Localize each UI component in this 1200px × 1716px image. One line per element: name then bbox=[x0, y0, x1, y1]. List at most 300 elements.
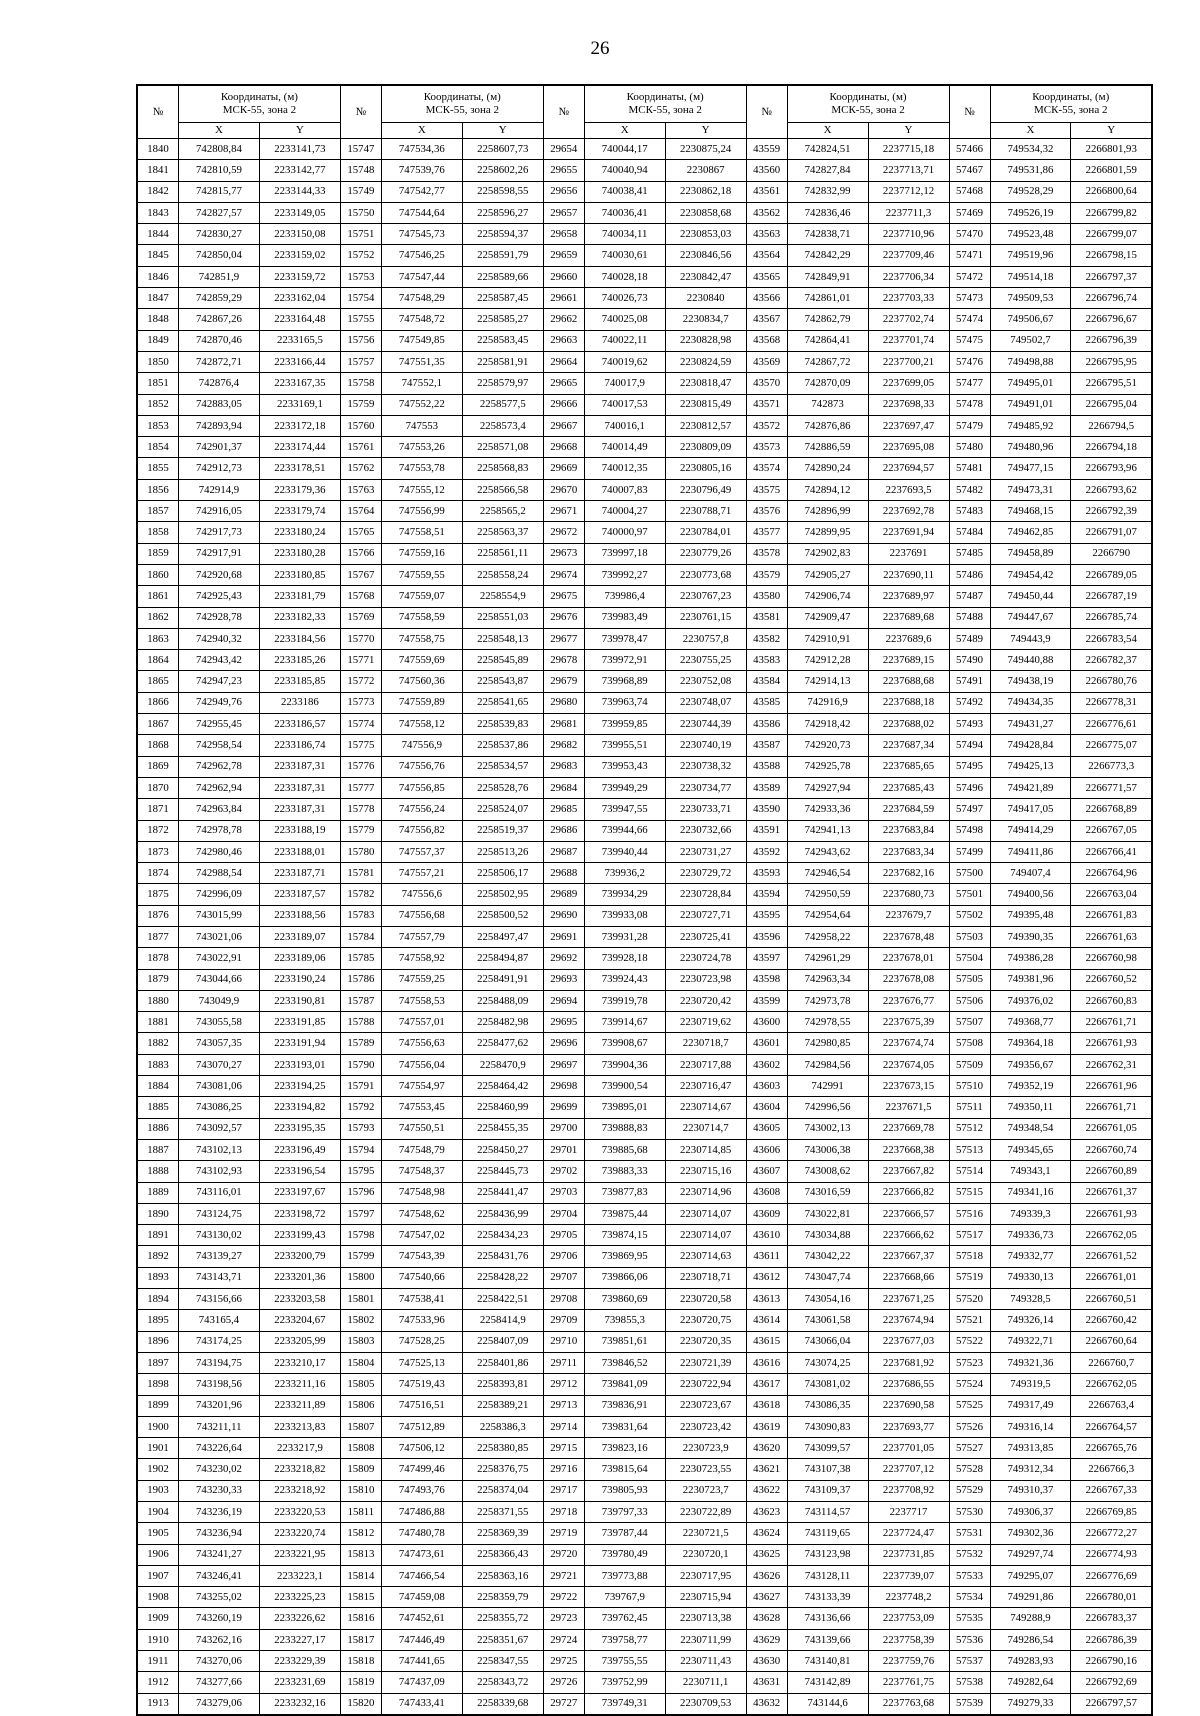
x-coordinate: 743174,25 bbox=[179, 1331, 260, 1352]
point-number: 57496 bbox=[949, 777, 990, 798]
point-number: 15798 bbox=[340, 1225, 381, 1246]
y-coordinate: 2258539,83 bbox=[462, 714, 543, 735]
point-number: 29692 bbox=[543, 948, 584, 969]
x-coordinate: 749322,71 bbox=[990, 1331, 1071, 1352]
point-number: 1886 bbox=[137, 1118, 179, 1139]
y-coordinate: 2230713,38 bbox=[665, 1608, 746, 1629]
table-row bbox=[137, 671, 1152, 692]
table-row bbox=[137, 926, 1152, 947]
x-coordinate: 742996,09 bbox=[179, 884, 260, 905]
point-number: 1855 bbox=[137, 458, 179, 479]
x-coordinate: 743086,35 bbox=[787, 1395, 868, 1416]
table-row bbox=[137, 820, 1152, 841]
y-coordinate: 2237689,68 bbox=[868, 607, 949, 628]
x-coordinate: 747558,75 bbox=[381, 628, 462, 649]
point-number: 57510 bbox=[949, 1076, 990, 1097]
x-coordinate: 747557,21 bbox=[381, 863, 462, 884]
y-coordinate: 2258579,97 bbox=[462, 373, 543, 394]
y-coordinate: 2237758,39 bbox=[868, 1629, 949, 1650]
x-coordinate: 749330,13 bbox=[990, 1267, 1071, 1288]
y-coordinate: 2237675,39 bbox=[868, 1012, 949, 1033]
y-coordinate: 2230840 bbox=[665, 288, 746, 309]
table-row bbox=[137, 501, 1152, 522]
x-coordinate: 740007,83 bbox=[584, 479, 665, 500]
table-row bbox=[137, 394, 1152, 415]
x-coordinate: 742914,9 bbox=[179, 479, 260, 500]
x-coordinate: 742872,71 bbox=[179, 351, 260, 372]
point-number: 1870 bbox=[137, 777, 179, 798]
x-coordinate: 742973,78 bbox=[787, 990, 868, 1011]
x-coordinate: 747557,79 bbox=[381, 926, 462, 947]
x-coordinate: 749286,54 bbox=[990, 1629, 1071, 1650]
point-number: 1883 bbox=[137, 1054, 179, 1075]
point-number: 43575 bbox=[746, 479, 787, 500]
y-coordinate: 2258524,07 bbox=[462, 799, 543, 820]
y-coordinate: 2233218,92 bbox=[259, 1480, 340, 1501]
y-coordinate: 2233213,83 bbox=[259, 1416, 340, 1437]
y-coordinate: 2230728,84 bbox=[665, 884, 746, 905]
y-coordinate: 2233185,85 bbox=[259, 671, 340, 692]
coordinate-system-label: МСК-55, зона 2 bbox=[628, 104, 702, 116]
x-coordinate: 742978,55 bbox=[787, 1012, 868, 1033]
x-coordinate: 742867,72 bbox=[787, 351, 868, 372]
point-number: 43625 bbox=[746, 1544, 787, 1565]
table-row bbox=[137, 479, 1152, 500]
x-coordinate: 742920,68 bbox=[179, 564, 260, 585]
point-number: 15820 bbox=[340, 1693, 381, 1715]
x-coordinate: 739797,33 bbox=[584, 1502, 665, 1523]
x-column-header: X bbox=[381, 123, 462, 139]
x-coordinate: 749523,48 bbox=[990, 224, 1071, 245]
x-coordinate: 749421,89 bbox=[990, 777, 1071, 798]
table-row bbox=[137, 1118, 1152, 1139]
x-coordinate: 743270,06 bbox=[179, 1651, 260, 1672]
x-coordinate: 742928,78 bbox=[179, 607, 260, 628]
x-coordinate: 739972,91 bbox=[584, 650, 665, 671]
y-coordinate: 2237667,82 bbox=[868, 1161, 949, 1182]
table-row bbox=[137, 586, 1152, 607]
y-coordinate: 2237703,33 bbox=[868, 288, 949, 309]
table-row bbox=[137, 1203, 1152, 1224]
table-row bbox=[137, 714, 1152, 735]
x-coordinate: 747548,79 bbox=[381, 1139, 462, 1160]
x-coordinate: 742916,9 bbox=[787, 692, 868, 713]
y-coordinate: 2266795,04 bbox=[1071, 394, 1152, 415]
point-number: 57511 bbox=[949, 1097, 990, 1118]
x-coordinate: 747558,12 bbox=[381, 714, 462, 735]
point-number: 29710 bbox=[543, 1331, 584, 1352]
y-coordinate: 2233231,69 bbox=[259, 1672, 340, 1693]
point-number: 29697 bbox=[543, 1054, 584, 1075]
x-coordinate: 749528,29 bbox=[990, 181, 1071, 202]
y-coordinate: 2237681,92 bbox=[868, 1352, 949, 1373]
y-coordinate: 2233162,04 bbox=[259, 288, 340, 309]
point-number: 15770 bbox=[340, 628, 381, 649]
point-number: 1844 bbox=[137, 224, 179, 245]
point-number: 29708 bbox=[543, 1289, 584, 1310]
point-number: 1912 bbox=[137, 1672, 179, 1693]
x-coordinate: 747519,43 bbox=[381, 1374, 462, 1395]
y-coordinate: 2230714,07 bbox=[665, 1203, 746, 1224]
x-coordinate: 749313,85 bbox=[990, 1438, 1071, 1459]
point-number: 15805 bbox=[340, 1374, 381, 1395]
point-number: 29715 bbox=[543, 1438, 584, 1459]
y-coordinate: 2230744,39 bbox=[665, 714, 746, 735]
x-coordinate: 739758,77 bbox=[584, 1629, 665, 1650]
x-coordinate: 742925,78 bbox=[787, 756, 868, 777]
x-coordinate: 742925,43 bbox=[179, 586, 260, 607]
point-number: 57500 bbox=[949, 863, 990, 884]
x-coordinate: 740044,17 bbox=[584, 139, 665, 160]
x-coordinate: 749328,5 bbox=[990, 1289, 1071, 1310]
point-number: 15812 bbox=[340, 1523, 381, 1544]
y-coordinate: 2233211,89 bbox=[259, 1395, 340, 1416]
y-coordinate: 2233172,18 bbox=[259, 415, 340, 436]
y-coordinate: 2266766,3 bbox=[1071, 1459, 1152, 1480]
x-coordinate: 743211,11 bbox=[179, 1416, 260, 1437]
y-coordinate: 2258545,89 bbox=[462, 650, 543, 671]
x-coordinate: 742810,59 bbox=[179, 160, 260, 181]
point-number: 15754 bbox=[340, 288, 381, 309]
x-coordinate: 749434,35 bbox=[990, 692, 1071, 713]
point-number: 15786 bbox=[340, 969, 381, 990]
number-column-header: № bbox=[340, 85, 381, 139]
point-number: 57495 bbox=[949, 756, 990, 777]
point-number: 43619 bbox=[746, 1416, 787, 1437]
point-number: 57524 bbox=[949, 1374, 990, 1395]
y-coordinate: 2266761,01 bbox=[1071, 1267, 1152, 1288]
point-number: 43567 bbox=[746, 309, 787, 330]
point-number: 15772 bbox=[340, 671, 381, 692]
y-coordinate: 2233196,54 bbox=[259, 1161, 340, 1182]
y-coordinate: 2233186,57 bbox=[259, 714, 340, 735]
x-coordinate: 749485,92 bbox=[990, 415, 1071, 436]
x-coordinate: 743114,57 bbox=[787, 1502, 868, 1523]
point-number: 43607 bbox=[746, 1161, 787, 1182]
y-coordinate: 2233187,57 bbox=[259, 884, 340, 905]
point-number: 43559 bbox=[746, 139, 787, 160]
x-coordinate: 742991 bbox=[787, 1076, 868, 1097]
point-number: 57517 bbox=[949, 1225, 990, 1246]
point-number: 1859 bbox=[137, 543, 179, 564]
x-coordinate: 747557,01 bbox=[381, 1012, 462, 1033]
x-coordinate: 739762,45 bbox=[584, 1608, 665, 1629]
y-coordinate: 2237711,3 bbox=[868, 202, 949, 223]
x-coordinate: 742949,76 bbox=[179, 692, 260, 713]
y-coordinate: 2230828,98 bbox=[665, 330, 746, 351]
table-row bbox=[137, 756, 1152, 777]
point-number: 15751 bbox=[340, 224, 381, 245]
table-row bbox=[137, 607, 1152, 628]
x-coordinate: 749447,67 bbox=[990, 607, 1071, 628]
point-number: 1885 bbox=[137, 1097, 179, 1118]
y-coordinate: 2266760,42 bbox=[1071, 1310, 1152, 1331]
y-coordinate: 2266783,54 bbox=[1071, 628, 1152, 649]
point-number: 29719 bbox=[543, 1523, 584, 1544]
x-coordinate: 743201,96 bbox=[179, 1395, 260, 1416]
point-number: 43628 bbox=[746, 1608, 787, 1629]
y-coordinate: 2258445,73 bbox=[462, 1161, 543, 1182]
x-coordinate: 743102,93 bbox=[179, 1161, 260, 1182]
point-number: 1909 bbox=[137, 1608, 179, 1629]
x-coordinate: 743090,83 bbox=[787, 1416, 868, 1437]
y-coordinate: 2266778,31 bbox=[1071, 692, 1152, 713]
x-coordinate: 747506,12 bbox=[381, 1438, 462, 1459]
y-coordinate: 2233190,81 bbox=[259, 990, 340, 1011]
y-coordinate: 2233186,74 bbox=[259, 735, 340, 756]
y-coordinate: 2230818,47 bbox=[665, 373, 746, 394]
number-column-header: № bbox=[746, 85, 787, 139]
y-coordinate: 2233149,05 bbox=[259, 202, 340, 223]
point-number: 15792 bbox=[340, 1097, 381, 1118]
coordinates-column-header bbox=[990, 85, 1152, 123]
point-number: 1892 bbox=[137, 1246, 179, 1267]
point-number: 1904 bbox=[137, 1502, 179, 1523]
x-coordinate: 749339,3 bbox=[990, 1203, 1071, 1224]
x-coordinate: 749312,34 bbox=[990, 1459, 1071, 1480]
y-coordinate: 2237678,08 bbox=[868, 969, 949, 990]
point-number: 29673 bbox=[543, 543, 584, 564]
point-number: 57509 bbox=[949, 1054, 990, 1075]
y-coordinate: 2233187,71 bbox=[259, 863, 340, 884]
y-coordinate: 2237691,94 bbox=[868, 522, 949, 543]
table-row bbox=[137, 181, 1152, 202]
y-coordinate: 2258366,43 bbox=[462, 1544, 543, 1565]
y-coordinate: 2230788,71 bbox=[665, 501, 746, 522]
x-coordinate: 743099,57 bbox=[787, 1438, 868, 1459]
x-coordinate: 743102,13 bbox=[179, 1139, 260, 1160]
y-coordinate: 2266761,83 bbox=[1071, 905, 1152, 926]
point-number: 29676 bbox=[543, 607, 584, 628]
y-coordinate: 2258488,09 bbox=[462, 990, 543, 1011]
table-row bbox=[137, 266, 1152, 287]
point-number: 57520 bbox=[949, 1289, 990, 1310]
y-coordinate: 2258513,26 bbox=[462, 841, 543, 862]
y-coordinate: 2266790 bbox=[1071, 543, 1152, 564]
y-coordinate: 2233226,62 bbox=[259, 1608, 340, 1629]
y-coordinate: 2266791,07 bbox=[1071, 522, 1152, 543]
x-coordinate: 749425,13 bbox=[990, 756, 1071, 777]
point-number: 1887 bbox=[137, 1139, 179, 1160]
point-number: 1872 bbox=[137, 820, 179, 841]
y-coordinate: 2237680,73 bbox=[868, 884, 949, 905]
table-row bbox=[137, 415, 1152, 436]
x-coordinate: 747552,1 bbox=[381, 373, 462, 394]
point-number: 43587 bbox=[746, 735, 787, 756]
y-coordinate: 2258347,55 bbox=[462, 1651, 543, 1672]
y-coordinate: 2258587,45 bbox=[462, 288, 543, 309]
y-coordinate: 2266771,57 bbox=[1071, 777, 1152, 798]
x-coordinate: 747555,12 bbox=[381, 479, 462, 500]
y-coordinate: 2258441,47 bbox=[462, 1182, 543, 1203]
y-coordinate: 2237702,74 bbox=[868, 309, 949, 330]
point-number: 29709 bbox=[543, 1310, 584, 1331]
point-number: 43603 bbox=[746, 1076, 787, 1097]
y-coordinate: 2230717,88 bbox=[665, 1054, 746, 1075]
x-coordinate: 739875,44 bbox=[584, 1203, 665, 1224]
x-coordinate: 742918,42 bbox=[787, 714, 868, 735]
x-coordinate: 743109,37 bbox=[787, 1480, 868, 1501]
coordinate-system-label: МСК-55, зона 2 bbox=[425, 104, 500, 116]
y-coordinate: 2258565,2 bbox=[462, 501, 543, 522]
y-coordinate: 2258543,87 bbox=[462, 671, 543, 692]
point-number: 1878 bbox=[137, 948, 179, 969]
y-coordinate: 2258591,79 bbox=[462, 245, 543, 266]
point-number: 57525 bbox=[949, 1395, 990, 1416]
x-coordinate: 747548,72 bbox=[381, 309, 462, 330]
point-number: 29678 bbox=[543, 650, 584, 671]
x-coordinate: 742933,36 bbox=[787, 799, 868, 820]
y-coordinate: 2258389,21 bbox=[462, 1395, 543, 1416]
y-coordinate: 2258339,68 bbox=[462, 1693, 543, 1715]
x-coordinate: 747558,59 bbox=[381, 607, 462, 628]
point-number: 43593 bbox=[746, 863, 787, 884]
table-row bbox=[137, 1076, 1152, 1097]
point-number: 43609 bbox=[746, 1203, 787, 1224]
point-number: 57513 bbox=[949, 1139, 990, 1160]
y-coordinate: 2258482,98 bbox=[462, 1012, 543, 1033]
y-coordinate: 2266776,69 bbox=[1071, 1565, 1152, 1586]
x-coordinate: 749341,16 bbox=[990, 1182, 1071, 1203]
y-coordinate: 2230815,49 bbox=[665, 394, 746, 415]
y-coordinate: 2230714,85 bbox=[665, 1139, 746, 1160]
y-coordinate: 2237715,18 bbox=[868, 139, 949, 160]
x-coordinate: 742917,73 bbox=[179, 522, 260, 543]
y-coordinate: 2237753,09 bbox=[868, 1608, 949, 1629]
x-coordinate: 749468,15 bbox=[990, 501, 1071, 522]
x-coordinate: 747433,41 bbox=[381, 1693, 462, 1715]
x-coordinate: 742902,83 bbox=[787, 543, 868, 564]
point-number: 15809 bbox=[340, 1459, 381, 1480]
point-number: 43602 bbox=[746, 1054, 787, 1075]
x-coordinate: 747546,25 bbox=[381, 245, 462, 266]
y-coordinate: 2237671,5 bbox=[868, 1097, 949, 1118]
point-number: 1842 bbox=[137, 181, 179, 202]
y-coordinate: 2258477,62 bbox=[462, 1033, 543, 1054]
x-coordinate: 743107,38 bbox=[787, 1459, 868, 1480]
point-number: 29669 bbox=[543, 458, 584, 479]
x-coordinate: 749326,14 bbox=[990, 1310, 1071, 1331]
y-coordinate: 2258554,9 bbox=[462, 586, 543, 607]
point-number: 15773 bbox=[340, 692, 381, 713]
y-coordinate: 2266785,74 bbox=[1071, 607, 1152, 628]
x-coordinate: 749343,1 bbox=[990, 1161, 1071, 1182]
x-coordinate: 747446,49 bbox=[381, 1629, 462, 1650]
x-coordinate: 749414,29 bbox=[990, 820, 1071, 841]
y-coordinate: 2258537,86 bbox=[462, 735, 543, 756]
y-coordinate: 2266764,96 bbox=[1071, 863, 1152, 884]
y-coordinate: 2233169,1 bbox=[259, 394, 340, 415]
point-number: 15767 bbox=[340, 564, 381, 585]
y-coordinate: 2233184,56 bbox=[259, 628, 340, 649]
point-number: 1851 bbox=[137, 373, 179, 394]
table-row bbox=[137, 1502, 1152, 1523]
x-coordinate: 739767,9 bbox=[584, 1587, 665, 1608]
x-coordinate: 743226,64 bbox=[179, 1438, 260, 1459]
point-number: 1891 bbox=[137, 1225, 179, 1246]
y-coordinate: 2258568,83 bbox=[462, 458, 543, 479]
y-coordinate: 2230867 bbox=[665, 160, 746, 181]
point-number: 15785 bbox=[340, 948, 381, 969]
table-row bbox=[137, 1416, 1152, 1437]
x-coordinate: 742996,56 bbox=[787, 1097, 868, 1118]
point-number: 15766 bbox=[340, 543, 381, 564]
x-coordinate: 739877,83 bbox=[584, 1182, 665, 1203]
y-coordinate: 2237684,59 bbox=[868, 799, 949, 820]
x-coordinate: 749400,56 bbox=[990, 884, 1071, 905]
x-coordinate: 742832,99 bbox=[787, 181, 868, 202]
point-number: 43579 bbox=[746, 564, 787, 585]
y-coordinate: 2230842,47 bbox=[665, 266, 746, 287]
table-row bbox=[137, 330, 1152, 351]
y-coordinate: 2266800,64 bbox=[1071, 181, 1152, 202]
y-coordinate: 2237706,34 bbox=[868, 266, 949, 287]
x-coordinate: 742912,73 bbox=[179, 458, 260, 479]
y-coordinate: 2233187,31 bbox=[259, 799, 340, 820]
x-coordinate: 743139,66 bbox=[787, 1629, 868, 1650]
y-coordinate: 2230723,7 bbox=[665, 1480, 746, 1501]
x-coordinate: 739908,67 bbox=[584, 1033, 665, 1054]
y-coordinate: 2266760,64 bbox=[1071, 1331, 1152, 1352]
point-number: 1911 bbox=[137, 1651, 179, 1672]
point-number: 57483 bbox=[949, 501, 990, 522]
y-coordinate: 2266764,57 bbox=[1071, 1416, 1152, 1437]
table-row bbox=[137, 1012, 1152, 1033]
point-number: 57494 bbox=[949, 735, 990, 756]
point-number: 43561 bbox=[746, 181, 787, 202]
y-coordinate: 2237689,6 bbox=[868, 628, 949, 649]
coordinate-system-label: МСК-55, зона 2 bbox=[222, 104, 297, 116]
y-coordinate: 2233179,74 bbox=[259, 501, 340, 522]
y-coordinate: 2266763,04 bbox=[1071, 884, 1152, 905]
y-coordinate: 2266795,51 bbox=[1071, 373, 1152, 394]
y-coordinate: 2233188,19 bbox=[259, 820, 340, 841]
coordinates-title: Координаты, (м) bbox=[1032, 91, 1110, 104]
point-number: 29686 bbox=[543, 820, 584, 841]
x-coordinate: 740030,61 bbox=[584, 245, 665, 266]
x-coordinate: 749526,19 bbox=[990, 202, 1071, 223]
y-coordinate: 2233167,35 bbox=[259, 373, 340, 394]
point-number: 43581 bbox=[746, 607, 787, 628]
x-coordinate: 742950,59 bbox=[787, 884, 868, 905]
x-coordinate: 749443,9 bbox=[990, 628, 1071, 649]
x-coordinate: 742901,37 bbox=[179, 437, 260, 458]
x-coordinate: 749440,88 bbox=[990, 650, 1071, 671]
y-coordinate: 2258596,27 bbox=[462, 202, 543, 223]
x-coordinate: 739883,33 bbox=[584, 1161, 665, 1182]
y-coordinate: 2258563,37 bbox=[462, 522, 543, 543]
x-coordinate: 739805,93 bbox=[584, 1480, 665, 1501]
y-coordinate: 2258548,13 bbox=[462, 628, 543, 649]
y-coordinate: 2233159,02 bbox=[259, 245, 340, 266]
y-coordinate: 2258541,65 bbox=[462, 692, 543, 713]
point-number: 1890 bbox=[137, 1203, 179, 1224]
point-number: 29712 bbox=[543, 1374, 584, 1395]
point-number: 15781 bbox=[340, 863, 381, 884]
x-coordinate: 739931,28 bbox=[584, 926, 665, 947]
x-coordinate: 739959,85 bbox=[584, 714, 665, 735]
y-coordinate: 2266768,89 bbox=[1071, 799, 1152, 820]
y-coordinate: 2258581,91 bbox=[462, 351, 543, 372]
point-number: 1896 bbox=[137, 1331, 179, 1352]
x-coordinate: 743136,66 bbox=[787, 1608, 868, 1629]
y-coordinate: 2237677,03 bbox=[868, 1331, 949, 1352]
table-row bbox=[137, 437, 1152, 458]
point-number: 1913 bbox=[137, 1693, 179, 1715]
y-coordinate: 2266782,37 bbox=[1071, 650, 1152, 671]
point-number: 1847 bbox=[137, 288, 179, 309]
point-number: 15753 bbox=[340, 266, 381, 287]
